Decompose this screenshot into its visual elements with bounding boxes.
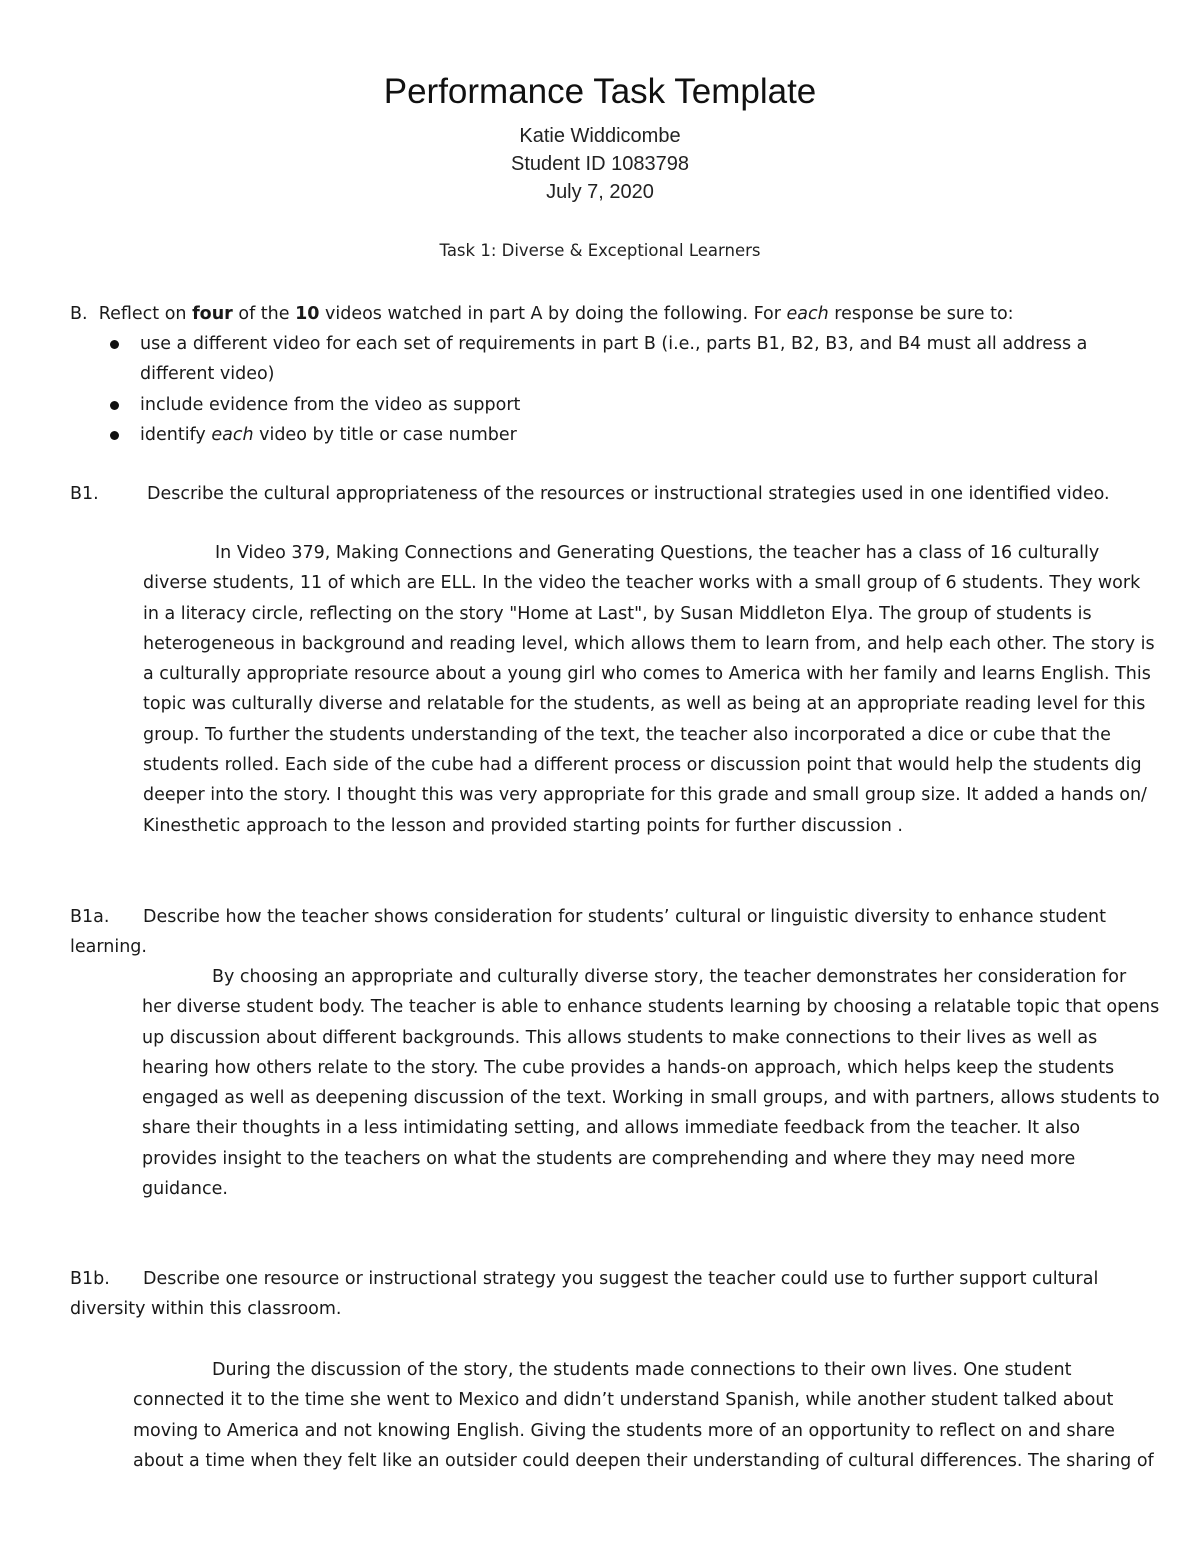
answer-line: By choosing an appropriate and culturally diverse story, the teacher demonstrates her consideration for — [212, 967, 1127, 987]
answer-line: deeper into the story. I thought this was very appropriate for this grade and small group size. It added a hands on/ — [143, 785, 1147, 806]
list-item — [110, 420, 1087, 450]
bullet-text-pre: identify — [140, 424, 212, 445]
document-title: Performance Task Template — [383, 72, 817, 111]
b1-answer — [143, 538, 1155, 841]
answer-line: engaged as well as deepening discussion of the text. Working in small groups, and with partners, allows students to — [142, 1088, 1160, 1109]
answer-line: connected it to the time she went to Mexico and didn’t understand Spanish, while another student talked about — [133, 1390, 1114, 1411]
b1a-question-line1: Describe how the teacher shows consideration for students’ cultural or linguistic diversity to enhance student — [143, 907, 1107, 927]
answer-line: heterogeneous in background and reading level, which allows them to learn from, and help each other. The story is — [143, 633, 1155, 654]
list-item — [110, 390, 1087, 420]
b1b-question-line1: Describe one resource or instructional strategy you suggest the teacher could use to further support cultural — [143, 1269, 1099, 1289]
prompt-text-1: Reflect on — [98, 304, 193, 324]
b1-question: Describe the cultural appropriateness of the resources or instructional strategies used in one identified video. — [147, 484, 1110, 504]
section-b-prompt — [70, 299, 1014, 329]
answer-line: a culturally appropriate resource about a young girl who comes to America with her family and learns English. This — [143, 664, 1151, 685]
answer-line: Kinesthetic approach to the lesson and provided starting points for further discussion . — [143, 815, 903, 836]
answer-line: share their thoughts in a less intimidating setting, and allows immediate feedback from the teacher. It also — [142, 1118, 1081, 1139]
answer-line: hearing how others relate to the story. The cube provides a hands-on approach, which helps keep the students — [142, 1057, 1115, 1078]
b1b-question — [70, 1264, 1098, 1325]
section-b-label: B. — [70, 304, 88, 324]
answer-line: students rolled. Each side of the cube had a different process or discussion point that would help the students dig — [143, 755, 1142, 776]
answer-line: moving to America and not knowing English. Giving the students more of an opportunity to reflect on and share — [133, 1420, 1115, 1441]
b1a-question-line2: learning. — [70, 937, 147, 958]
b1b-label: B1b. — [70, 1269, 110, 1289]
answer-line: diverse students, 11 of which are ELL. In the video the teacher works with a small group of 6 students. They work — [143, 573, 1141, 594]
answer-line: In Video 379, Making Connections and Generating Questions, the teacher has a class of 16 culturally — [215, 543, 1100, 563]
bullet-icon — [110, 401, 119, 410]
answer-line: topic was culturally diverse and relatable for the students, as well as being at an appropriate reading level for this — [143, 694, 1146, 715]
list-item — [110, 329, 1087, 390]
bullet-italic-each: each — [211, 424, 254, 445]
answer-line: group. To further the students understanding of the text, the teacher also incorporated a dice or cube that the — [143, 724, 1111, 745]
bullet-text: include evidence from the video as support — [140, 394, 521, 415]
b1a-question — [70, 902, 1106, 963]
answer-line: provides insight to the teachers on what the students are comprehending and where they may need more — [142, 1148, 1076, 1169]
bullet-text-post: video by title or case number — [253, 424, 517, 445]
task-heading: Task 1: Diverse & Exceptional Learners — [439, 241, 761, 260]
prompt-text-4: response be sure to: — [828, 304, 1014, 324]
prompt-text-2: of the — [232, 304, 296, 324]
requirements-list — [110, 329, 1087, 450]
prompt-bold-four: four — [192, 304, 233, 324]
prompt-text-3: videos watched in part A by doing the following. For — [319, 304, 787, 324]
b1b-question-line2: diversity within this classroom. — [70, 1299, 342, 1320]
answer-line: guidance. — [142, 1179, 228, 1200]
answer-line: about a time when they felt like an outsider could deepen their understanding of cultural differences. The sharing of — [133, 1450, 1154, 1471]
b1b-answer — [133, 1355, 1154, 1476]
prompt-bold-ten: 10 — [295, 304, 320, 324]
answer-line: in a literacy circle, reflecting on the story "Home at Last", by Susan Middleton Elya. The group of students is — [143, 603, 1092, 624]
prompt-italic-each: each — [786, 304, 829, 324]
b1-label: B1. — [70, 484, 99, 504]
bullet-text-continued: different video) — [140, 364, 275, 385]
author-name: Katie Widdicombe — [519, 125, 681, 147]
answer-line: During the discussion of the story, the students made connections to their own lives. One student — [212, 1360, 1072, 1380]
bullet-icon — [110, 340, 119, 349]
b1a-label: B1a. — [70, 907, 110, 927]
b1a-answer — [142, 962, 1160, 1204]
bullet-text: use a different video for each set of requirements in part B (i.e., parts B1, B2, B3, and B4 must all address a — [140, 334, 1088, 354]
bullet-icon — [110, 431, 119, 440]
answer-line: her diverse student body. The teacher is able to enhance students learning by choosing a relatable topic that opens — [142, 997, 1160, 1018]
student-id: Student ID 1083798 — [511, 153, 689, 175]
document-date: July 7, 2020 — [546, 181, 654, 203]
answer-line: up discussion about different backgrounds. This allows students to make connections to their lives as well as — [142, 1027, 1098, 1048]
